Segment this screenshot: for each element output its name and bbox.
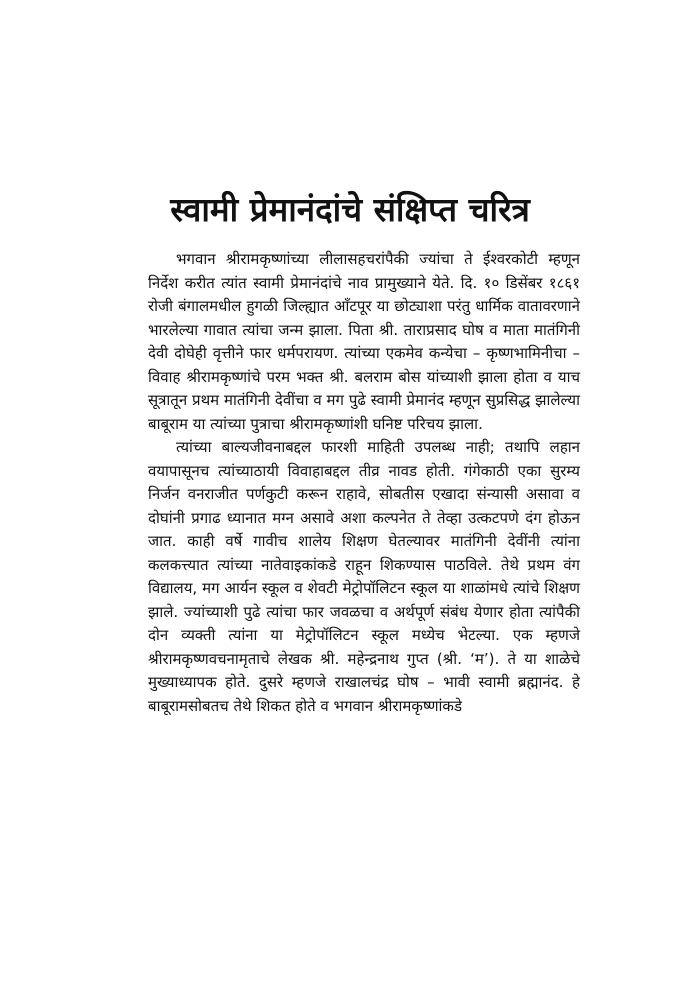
paragraph-2: त्यांच्या बाल्यजीवनाबद्दल फारशी माहिती उपलब्ध नाही; तथापि लहान वयापासूनच त्यांच्याठायी विवाहाबद्दल तीव्र नावड होती. गंगेकाठी एका सुरम्य निर्जन वनराजीत पर्णकुटी करून राहावे, सोबतीस एखादा संन्यासी असावा व दोघांनी प्रगाढ ध्यानात मग्न असावे अशा कल्पनेत ते तेव्हा उत्कटपणे दंग होऊन जात. काही वर्षे गावीच शालेय शिक्षण घेतल्यावर मातंगिनी देवींनी त्यांना कलकत्त्यात त्यांच्या नातेवाइकांकडे राहून शिकण्यास पाठविले. तेथे प्रथम वंग विद्यालय, मग आर्यन स्कूल व शेवटी मेट्रोपॉलिटन स्कूल या शाळांमधे त्यांचे शिक्षण झाले. ज्यांच्याशी पुढे त्यांचा फार जवळचा व अर्थपूर्ण संबंध येणार होता त्यांपैकी दोन व्यक्ती त्यांना या मेट्रोपॉलिटन स्कूल मध्येच भेटल्या. एक म्हणजे श्रीरामकृष्णवचनामृताचे लेखक श्री. महेन्द्रनाथ गुप्त (श्री. ‘म’). ते या शाळेचे मुख्याध्यापक होते. दुसरे म्हणजे राखालचंद्र घोष – भावी स्वामी ब्रह्मानंद. हे बाबूरामसोबतच तेथे शिकत होते व भगवान श्रीरामकृष्णांकडे bbox=[148, 438, 580, 715]
chapter-title: स्वामी प्रेमानंदांचे संक्षिप्त चरित्र bbox=[170, 190, 530, 229]
paragraph-1: भगवान श्रीरामकृष्णांच्या लीलासहचरांपैकी ज्यांचा ते ईश्वरकोटी म्हणून निर्देश करीत त्यांत स्वामी प्रेमानंदांचे नाव प्रामुख्याने येते. दि. १० डिसेंबर १८६१ रोजी बंगालमधील हुगळी जिल्ह्यात ऑंटपूर या छोट्याशा परंतु धार्मिक वातावरणाने भारलेल्या गावात त्यांचा जन्म झाला. पिता श्री. ताराप्रसाद घोष व माता मातंगिनी देवी दोघेही वृत्तीने फार धर्मपरायण. त्यांच्या एकमेव कन्येचा – कृष्णभामिनीचा – विवाह श्रीरामकृष्णांचे परम भक्त श्री. बलराम बोस यांच्याशी झाला होता व याच सूत्रातून प्रथम मातंगिनी देवींचा व मग पुढे स्वामी प्रेमानंद म्हणून सुप्रसिद्ध झालेल्या बाबूराम या त्यांच्या पुत्राचा श्रीरामकृष्णांशी घनिष्ट परिचय झाला. bbox=[148, 250, 580, 433]
chapter-body bbox=[148, 248, 580, 718]
